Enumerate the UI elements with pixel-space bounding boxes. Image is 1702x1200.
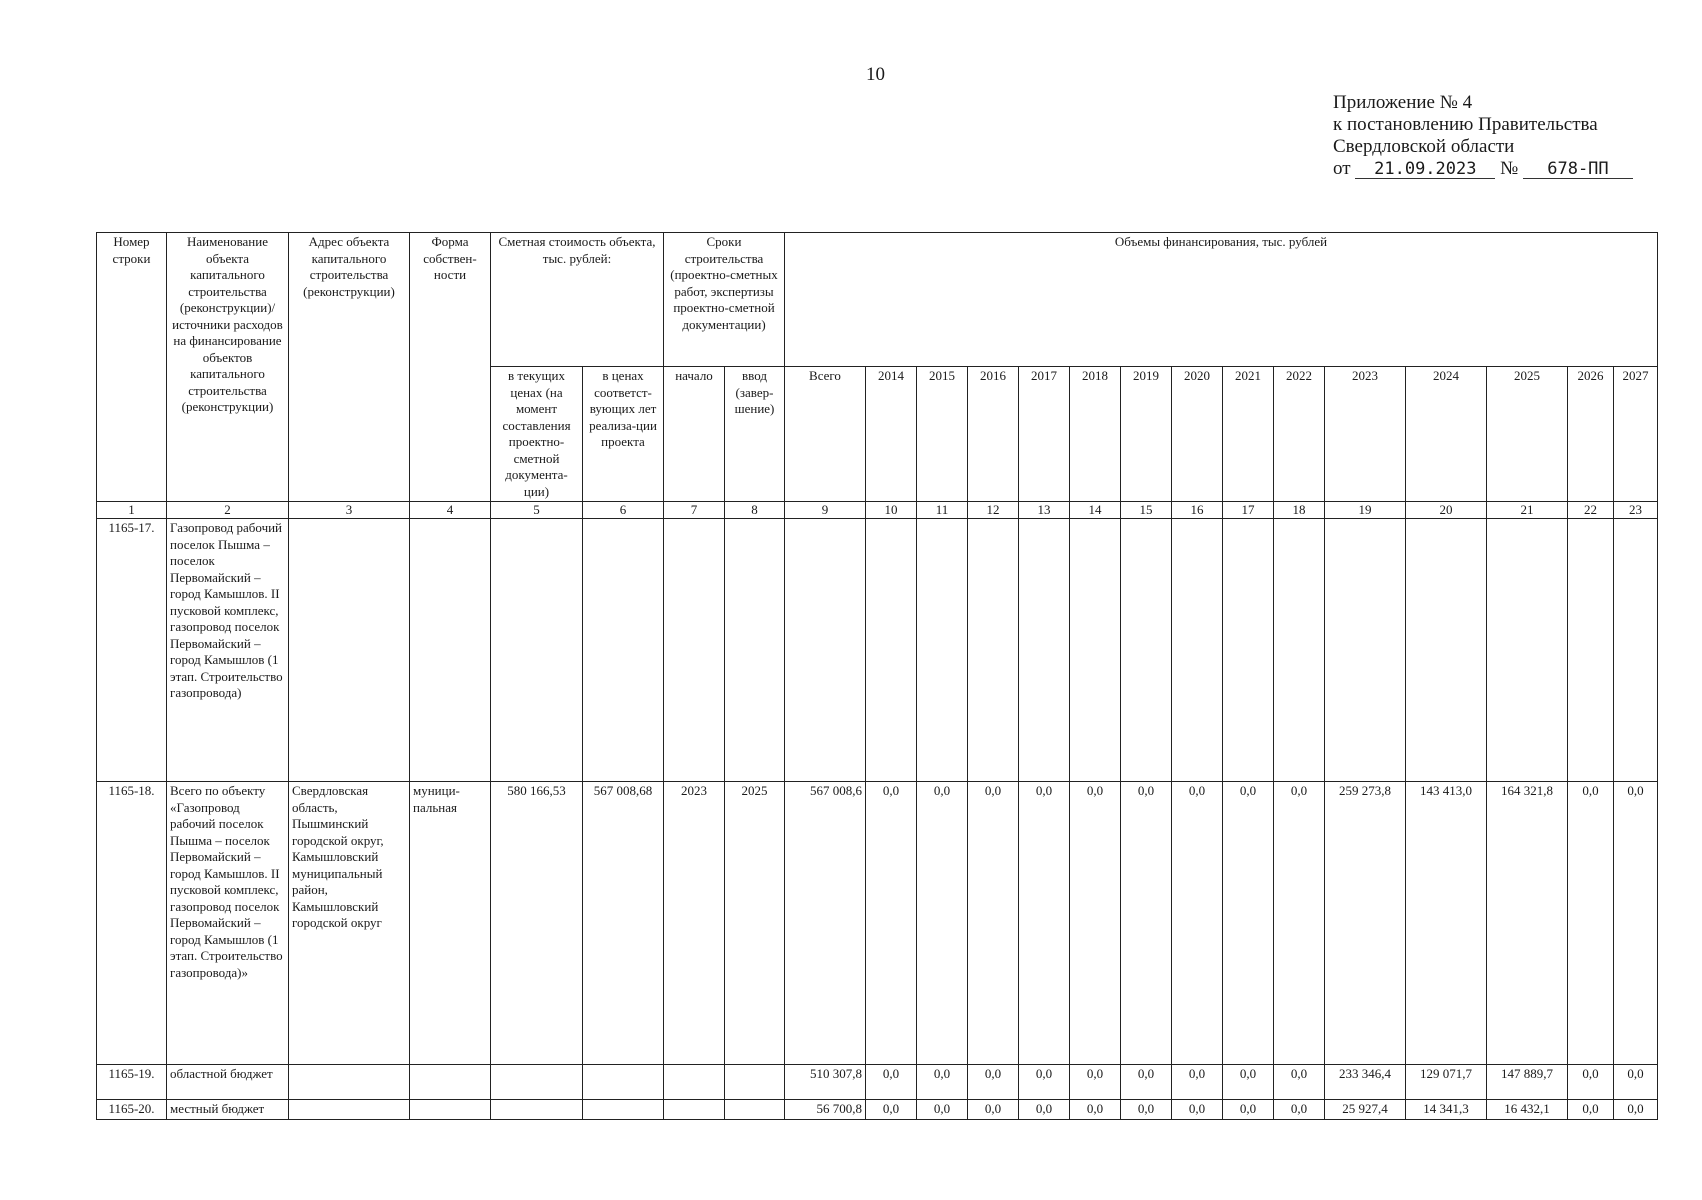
year-value: 0,0	[1070, 1100, 1121, 1120]
year-value	[1172, 519, 1223, 782]
year-value	[1325, 519, 1406, 782]
cost-current	[491, 519, 583, 782]
column-number: 12	[968, 502, 1019, 519]
column-number: 11	[917, 502, 968, 519]
ownership	[410, 1100, 491, 1120]
year-value	[1223, 519, 1274, 782]
year-value: 0,0	[1614, 1065, 1658, 1100]
cost-years	[583, 1065, 664, 1100]
total	[785, 519, 866, 782]
year-value: 0,0	[1172, 1100, 1223, 1120]
column-number: 21	[1487, 502, 1568, 519]
table-row	[97, 782, 1658, 1065]
year-value: 259 273,8	[1325, 782, 1406, 1065]
header-row-1	[97, 233, 1658, 367]
year-value: 0,0	[968, 1065, 1019, 1100]
year-value	[1274, 519, 1325, 782]
year-value: 0,0	[866, 782, 917, 1065]
year-value: 0,0	[1019, 782, 1070, 1065]
total: 567 008,6	[785, 782, 866, 1065]
cost-years	[583, 1100, 664, 1120]
year-value: 14 341,3	[1406, 1100, 1487, 1120]
object-address	[289, 1100, 410, 1120]
year-value: 0,0	[1568, 1065, 1614, 1100]
appendix-title: Приложение № 4	[1333, 92, 1473, 113]
header-address: Адрес объекта капитального строительства (реконструкции)	[289, 233, 410, 502]
header-year: 2020	[1172, 367, 1223, 502]
year-value	[917, 519, 968, 782]
year-value: 0,0	[1274, 1065, 1325, 1100]
year-value: 0,0	[1121, 1065, 1172, 1100]
decree-date: 21.09.2023	[1355, 160, 1495, 179]
header-financing: Объемы финансирования, тыс. рублей	[785, 233, 1658, 367]
total: 510 307,8	[785, 1065, 866, 1100]
object-address	[289, 519, 410, 782]
header-year: 2023	[1325, 367, 1406, 502]
year-value: 0,0	[1070, 782, 1121, 1065]
start-year: 2023	[664, 782, 725, 1065]
year-value	[1614, 519, 1658, 782]
year-value	[1070, 519, 1121, 782]
header-cost-current: в текущих ценах (на момент составления проектно-сметной документа-ции)	[491, 367, 583, 502]
end-year	[725, 519, 785, 782]
appendix-date-line	[1333, 158, 1633, 180]
year-value: 0,0	[917, 782, 968, 1065]
year-value: 233 346,4	[1325, 1065, 1406, 1100]
header-year: 2019	[1121, 367, 1172, 502]
year-value: 0,0	[1172, 1065, 1223, 1100]
column-number: 17	[1223, 502, 1274, 519]
start-year	[664, 1100, 725, 1120]
year-value: 16 432,1	[1487, 1100, 1568, 1120]
number-label: №	[1500, 158, 1519, 179]
header-name: Наименование объекта капитального строительства (реконструкции)/ источники расходов на финансирование объектов капитального строительства (реконструкции)	[167, 233, 289, 502]
appendix-line-2: к постановлению Правительства	[1333, 114, 1598, 135]
from-label: от	[1333, 158, 1351, 179]
cost-current: 580 166,53	[491, 782, 583, 1065]
header-year: 2015	[917, 367, 968, 502]
year-value: 0,0	[1223, 1065, 1274, 1100]
cost-current	[491, 1065, 583, 1100]
year-value: 164 321,8	[1487, 782, 1568, 1065]
ownership: муници-пальная	[410, 782, 491, 1065]
row-number: 1165-17.	[97, 519, 167, 782]
header-start: начало	[664, 367, 725, 502]
year-value: 0,0	[866, 1100, 917, 1120]
column-number: 6	[583, 502, 664, 519]
column-number: 22	[1568, 502, 1614, 519]
year-value: 129 071,7	[1406, 1065, 1487, 1100]
year-value	[968, 519, 1019, 782]
column-number: 1	[97, 502, 167, 519]
year-value: 0,0	[866, 1065, 917, 1100]
financing-table	[96, 232, 1658, 1120]
year-value: 0,0	[917, 1065, 968, 1100]
row-number: 1165-20.	[97, 1100, 167, 1120]
column-number: 7	[664, 502, 725, 519]
object-name: Газопровод рабочий поселок Пышма – поселок Первомайский – город Камышлов. II пусковой комплекс, газопровод поселок Первомайский – город Камышлов (1 этап. Строительство газопровода)	[167, 519, 289, 782]
header-year: 2018	[1070, 367, 1121, 502]
object-name: местный бюджет	[167, 1100, 289, 1120]
column-number: 23	[1614, 502, 1658, 519]
total: 56 700,8	[785, 1100, 866, 1120]
header-year: 2017	[1019, 367, 1070, 502]
year-value	[1121, 519, 1172, 782]
year-value: 25 927,4	[1325, 1100, 1406, 1120]
year-value: 0,0	[1568, 1100, 1614, 1120]
header-total: Всего	[785, 367, 866, 502]
object-address	[289, 1065, 410, 1100]
header-year: 2016	[968, 367, 1019, 502]
header-terms: Сроки строительства (проектно-сметных работ, экспертизы проектно-сметной документации)	[664, 233, 785, 367]
appendix-block	[1333, 92, 1633, 180]
year-value	[866, 519, 917, 782]
start-year	[664, 1065, 725, 1100]
year-value: 0,0	[1121, 1100, 1172, 1120]
header-year: 2021	[1223, 367, 1274, 502]
year-value: 0,0	[1121, 782, 1172, 1065]
column-number: 13	[1019, 502, 1070, 519]
column-number: 9	[785, 502, 866, 519]
column-number: 3	[289, 502, 410, 519]
decree-number: 678-ПП	[1523, 160, 1633, 179]
column-number: 16	[1172, 502, 1223, 519]
cost-current	[491, 1100, 583, 1120]
year-value: 0,0	[917, 1100, 968, 1120]
year-value	[1487, 519, 1568, 782]
column-number: 15	[1121, 502, 1172, 519]
year-value	[1568, 519, 1614, 782]
header-year: 2025	[1487, 367, 1568, 502]
cost-years: 567 008,68	[583, 782, 664, 1065]
table-row	[97, 519, 1658, 782]
cost-years	[583, 519, 664, 782]
year-value	[1019, 519, 1070, 782]
object-name: Всего по объекту «Газопровод рабочий поселок Пышма – поселок Первомайский – город Камышлов. II пусковой комплекс, газопровод поселок Первомайский – город Камышлов (1 этап. Строительство газопровода)»	[167, 782, 289, 1065]
column-number: 19	[1325, 502, 1406, 519]
object-address: Свердловская область, Пышминский городской округ, Камышловский муниципальный район, Камышловский городской округ	[289, 782, 410, 1065]
header-year: 2014	[866, 367, 917, 502]
header-year: 2026	[1568, 367, 1614, 502]
column-number: 20	[1406, 502, 1487, 519]
row-number: 1165-18.	[97, 782, 167, 1065]
header-estimated-cost: Сметная стоимость объекта, тыс. рублей:	[491, 233, 664, 367]
year-value: 0,0	[1274, 1100, 1325, 1120]
object-name: областной бюджет	[167, 1065, 289, 1100]
header-year: 2022	[1274, 367, 1325, 502]
header-cost-years: в ценах соответст-вующих лет реализа-ции проекта	[583, 367, 664, 502]
column-number: 8	[725, 502, 785, 519]
header-end: ввод (завер-шение)	[725, 367, 785, 502]
header-row-number: Номер строки	[97, 233, 167, 502]
year-value: 0,0	[968, 782, 1019, 1065]
column-numbers-row	[97, 502, 1658, 519]
column-number: 4	[410, 502, 491, 519]
year-value: 0,0	[1614, 782, 1658, 1065]
column-number: 18	[1274, 502, 1325, 519]
ownership	[410, 1065, 491, 1100]
year-value: 0,0	[1172, 782, 1223, 1065]
ownership	[410, 519, 491, 782]
header-ownership: Форма собствен-ности	[410, 233, 491, 502]
header-year: 2024	[1406, 367, 1487, 502]
year-value: 143 413,0	[1406, 782, 1487, 1065]
header-year: 2027	[1614, 367, 1658, 502]
year-value: 0,0	[1274, 782, 1325, 1065]
page-number: 10	[866, 64, 885, 85]
year-value: 0,0	[968, 1100, 1019, 1120]
column-number: 2	[167, 502, 289, 519]
start-year	[664, 519, 725, 782]
table-row	[97, 1065, 1658, 1100]
year-value: 0,0	[1223, 1100, 1274, 1120]
year-value	[1406, 519, 1487, 782]
column-number: 10	[866, 502, 917, 519]
year-value: 0,0	[1223, 782, 1274, 1065]
year-value: 0,0	[1019, 1065, 1070, 1100]
end-year	[725, 1065, 785, 1100]
year-value: 0,0	[1070, 1065, 1121, 1100]
column-number: 5	[491, 502, 583, 519]
year-value: 0,0	[1019, 1100, 1070, 1120]
end-year: 2025	[725, 782, 785, 1065]
appendix-line-3: Свердловской области	[1333, 136, 1515, 157]
year-value: 0,0	[1614, 1100, 1658, 1120]
row-number: 1165-19.	[97, 1065, 167, 1100]
column-number: 14	[1070, 502, 1121, 519]
year-value: 0,0	[1568, 782, 1614, 1065]
year-value: 147 889,7	[1487, 1065, 1568, 1100]
end-year	[725, 1100, 785, 1120]
table-row	[97, 1100, 1658, 1120]
